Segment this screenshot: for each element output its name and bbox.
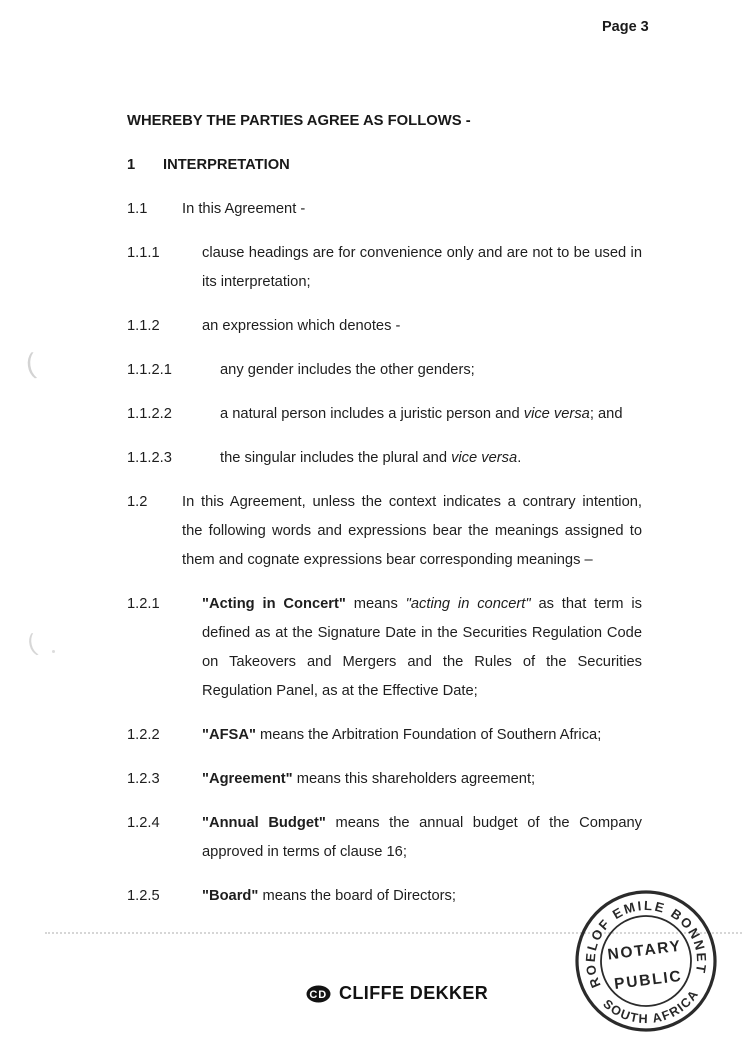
- clause-text-segment: In this Agreement, unless the context indicates a contrary intention, the following words and expressions bear the meanings assigned to them and cognate expressions bear corresponding meanings –: [182, 494, 642, 568]
- clause-text: [202, 312, 642, 341]
- clause-text-segment: vice versa: [523, 406, 590, 422]
- clause-text-segment: .: [517, 450, 522, 466]
- clause-text-segment: "Agreement": [202, 771, 293, 787]
- firm-name: CLIFFE DEKKER: [339, 983, 489, 1003]
- clause-text: [202, 721, 642, 750]
- clause-text: [202, 239, 642, 297]
- clause-1.1.2.2: [127, 400, 642, 429]
- clause-text-segment: "acting in concert": [405, 596, 531, 612]
- stamp-country-arc: SOUTH AFRICA: [600, 986, 702, 1027]
- clause-number: 1.1.2: [127, 318, 160, 334]
- clause-number: 1.1.2.1: [127, 362, 172, 378]
- agreement-body: [127, 107, 642, 926]
- clause-text-segment: "Annual Budget": [202, 815, 326, 831]
- clause-text-segment: any gender includes the other genders;: [220, 362, 475, 378]
- clause-text-segment: "Board": [202, 888, 259, 904]
- clause-number: 1.2.5: [127, 888, 160, 904]
- clause-text: [220, 400, 642, 429]
- clause-1.1.2.1: [127, 356, 642, 385]
- clause-text-segment: ; and: [589, 406, 623, 422]
- clause-text-segment: means the Arbitration Foundation of Southern Africa;: [255, 727, 602, 743]
- clause-1.2.2: [127, 721, 642, 750]
- clause-number: 1.2.1: [127, 596, 160, 612]
- scan-mark: (: [24, 629, 40, 658]
- clause-text-segment: means this shareholders agreement;: [292, 771, 536, 787]
- clause-text-segment: means the annual budget of the Company approved in terms of clause 16;: [202, 815, 642, 860]
- stamp-public-label: PUBLIC: [613, 967, 684, 993]
- logo-monogram-c: C: [309, 988, 318, 1001]
- clause-number: 1.1: [127, 201, 148, 217]
- clause-text-segment: means: [345, 596, 406, 612]
- clause-text-segment: In this Agreement -: [182, 201, 306, 217]
- clause-text: [202, 809, 642, 867]
- page-number: Page 3: [602, 19, 649, 35]
- clause-number: 1.2.3: [127, 771, 160, 787]
- scan-mark: (: [23, 347, 38, 380]
- stamp-notary-label: NOTARY: [606, 937, 683, 964]
- clause-text-segment: clause headings are for convenience only and are not to be used in its interpretation;: [202, 245, 642, 290]
- clause-text: [163, 151, 642, 180]
- clause-text-segment: "Acting in Concert": [202, 596, 346, 612]
- clause-text-segment: a natural person includes a juristic person and: [220, 406, 524, 422]
- clause-1.1.1: [127, 239, 642, 297]
- clause-number: 1: [127, 157, 136, 173]
- clause-number: 1.1.2.2: [127, 406, 172, 422]
- clause-text: [220, 356, 642, 385]
- clause-1.2.4: [127, 809, 642, 867]
- clause-text-segment: as that term is defined as at the Signature Date in the Securities Regulation Code on Takeovers and Mergers and the Rules of the Securities Regulation Panel, as at the Effective Date;: [202, 596, 642, 699]
- stamp-name-arc: ROELOF EMILE BONNET: [582, 897, 710, 991]
- firm-logo: [306, 983, 488, 1004]
- clause-1.2.1: [127, 590, 642, 706]
- clause-number: 1.2.2: [127, 727, 160, 743]
- clause-text-segment: vice versa: [451, 450, 518, 466]
- clause-1.2: [127, 488, 642, 575]
- clause-1.1.2.3: [127, 444, 642, 473]
- clause-1: [127, 151, 642, 180]
- clause-1.1: [127, 195, 642, 224]
- clause-text: [182, 488, 642, 575]
- notary-stamp: [564, 879, 728, 1043]
- agreement-heading: WHEREBY THE PARTIES AGREE AS FOLLOWS -: [127, 113, 471, 129]
- logo-monogram-d: D: [318, 988, 327, 1001]
- clause-text-segment: "AFSA": [202, 727, 256, 743]
- scan-speck: [52, 650, 55, 653]
- clause-number: 1.1.1: [127, 245, 160, 261]
- clause-text: [220, 444, 642, 473]
- clause-number: 1.2: [127, 494, 148, 510]
- clause-1.2.3: [127, 765, 642, 794]
- clause-text-segment: means the board of Directors;: [258, 888, 456, 904]
- clause-text-segment: the singular includes the plural and: [220, 450, 452, 466]
- clause-number: 1.1.2.3: [127, 450, 172, 466]
- clause-text-segment: an expression which denotes -: [202, 318, 401, 334]
- clause-1.1.2: [127, 312, 642, 341]
- cliffe-dekker-logo-icon: [306, 985, 331, 1003]
- clause-text: [182, 195, 642, 224]
- clauses: [127, 151, 642, 911]
- clause-text-segment: INTERPRETATION: [163, 157, 290, 173]
- clause-number: 1.2.4: [127, 815, 160, 831]
- clause-text: [202, 765, 642, 794]
- clause-text: [202, 590, 642, 706]
